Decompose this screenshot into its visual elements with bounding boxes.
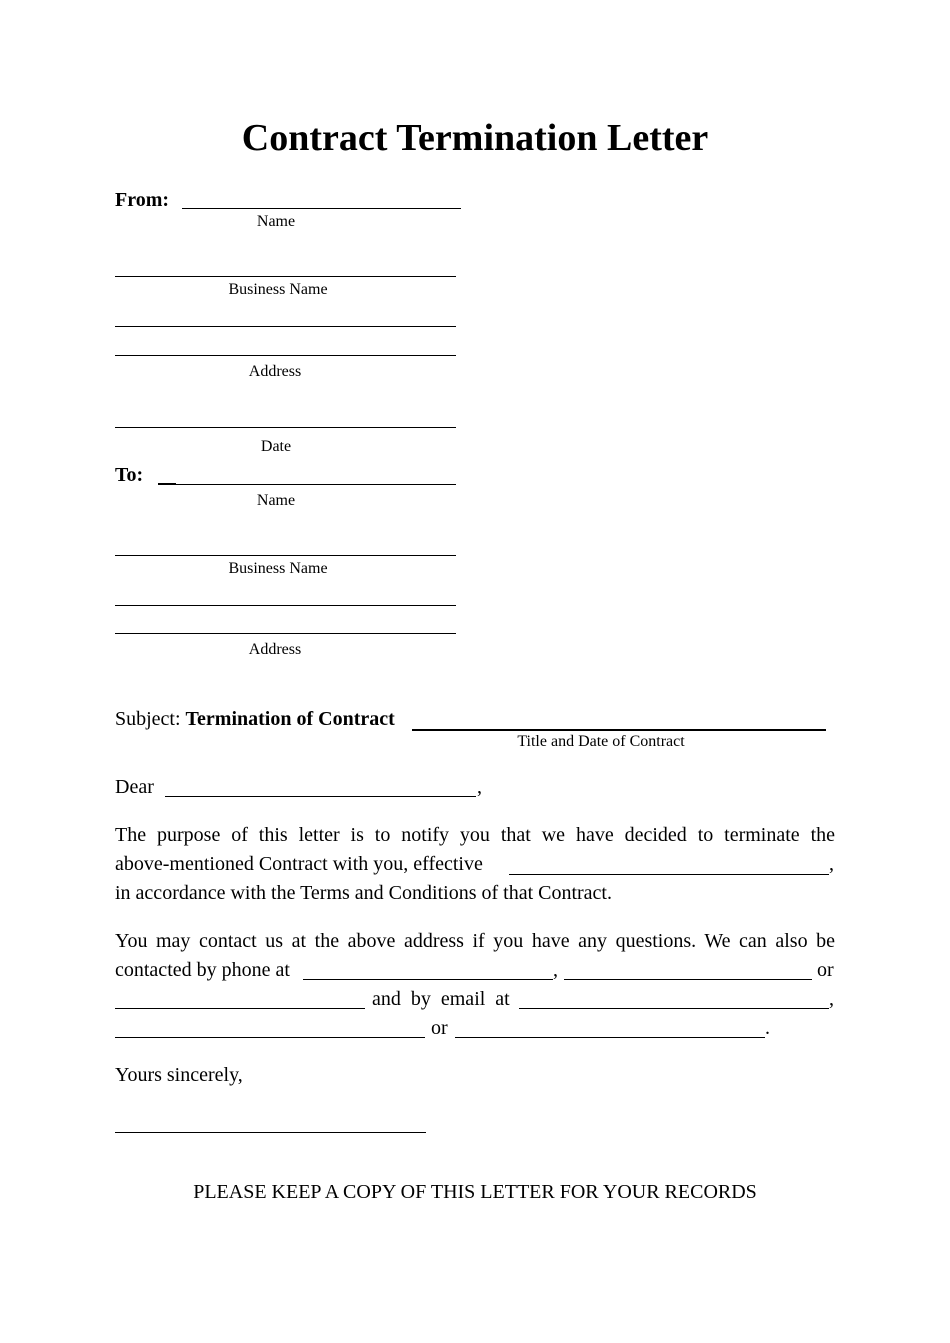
from-business-name-field[interactable]: [115, 276, 456, 277]
paragraph1-line2-end: ,: [829, 853, 834, 875]
to-name-caption: Name: [256, 492, 296, 509]
from-label: From:: [115, 189, 170, 211]
to-address-caption: Address: [248, 641, 302, 658]
paragraph2-line2-comma: ,: [553, 959, 558, 981]
phone3-field[interactable]: [115, 1008, 365, 1009]
paragraph2-line3-end: ,: [829, 988, 834, 1010]
phone2-field[interactable]: [564, 979, 812, 980]
paragraph1-line1: The purpose of this letter is to notify you that we have decided to terminate the: [115, 824, 835, 846]
to-name-prefix-mark: [158, 483, 176, 485]
from-name-caption: Name: [256, 213, 296, 230]
paragraph2-line3-and: and by email at: [372, 988, 510, 1010]
to-business-name-field[interactable]: [115, 555, 456, 556]
from-name-field[interactable]: [182, 208, 461, 209]
subject-bold-text: Termination of Contract: [185, 708, 395, 730]
subject-prefix: Subject:: [115, 708, 181, 730]
subject-contract-field[interactable]: [412, 729, 826, 731]
paragraph2-line1: You may contact us at the above address if you have any questions. We can also be: [115, 930, 835, 952]
from-date-field[interactable]: [115, 427, 456, 428]
from-address-line2-field[interactable]: [115, 355, 456, 356]
from-address-caption: Address: [248, 363, 302, 380]
from-date-caption: Date: [260, 438, 292, 455]
salutation-comma: ,: [477, 776, 482, 798]
paragraph2-line4-or: or: [431, 1017, 448, 1039]
salutation-name-field[interactable]: [165, 796, 476, 797]
closing-text: Yours sincerely,: [115, 1064, 243, 1086]
paragraph1-line3: in accordance with the Terms and Conditions of that Contract.: [115, 882, 612, 904]
signature-field[interactable]: [115, 1132, 426, 1133]
footer-notice: PLEASE KEEP A COPY OF THIS LETTER FOR YOUR RECORDS: [193, 1181, 757, 1203]
document-title: Contract Termination Letter: [241, 117, 709, 159]
email2-field[interactable]: [115, 1037, 425, 1038]
phone1-field[interactable]: [303, 979, 553, 980]
salutation-word: Dear: [115, 776, 154, 798]
from-business-name-caption: Business Name: [228, 281, 328, 298]
subject-line: [115, 705, 395, 734]
to-label: To:: [115, 464, 144, 486]
to-address-line1-field[interactable]: [115, 605, 456, 606]
to-business-name-caption: Business Name: [228, 560, 328, 577]
to-address-line2-field[interactable]: [115, 633, 456, 634]
effective-date-field[interactable]: [509, 874, 829, 875]
paragraph2-line4-end: .: [765, 1017, 770, 1039]
paragraph2-line2-text: contacted by phone at: [115, 959, 290, 981]
to-name-field[interactable]: [176, 484, 456, 485]
paragraph2-line2-or: or: [817, 959, 834, 981]
subject-caption: Title and Date of Contract: [517, 733, 685, 750]
paragraph1-line2-text: above-mentioned Contract with you, effective: [115, 853, 483, 875]
email3-field[interactable]: [455, 1037, 765, 1038]
email1-field[interactable]: [519, 1008, 829, 1009]
from-address-line1-field[interactable]: [115, 326, 456, 327]
